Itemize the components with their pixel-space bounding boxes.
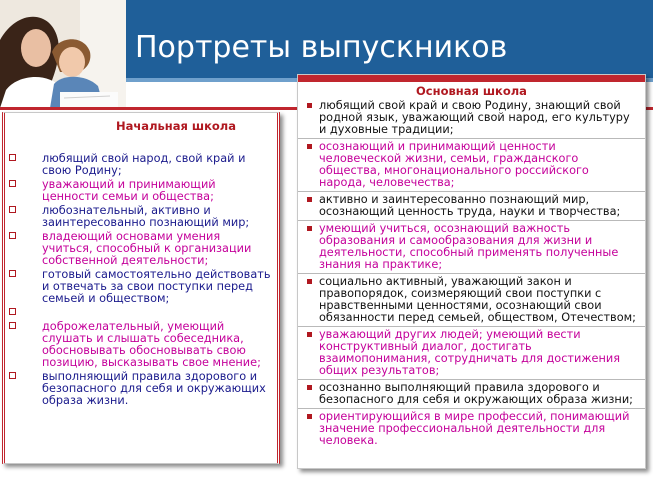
list-item-text: активно и заинтересованно познающий мир, осознающий ценность труда, науки и творчества; [319,193,621,218]
list-item [298,100,645,139]
list-item-text: доброжелательный, умеющий слушать и слышать собеседника, обосновывать обосновывать свою позицию, высказывать свое мнение; [42,320,261,369]
list-item [298,382,645,409]
square-bullet-icon [307,332,312,337]
list-item [5,205,277,229]
square-bullet-icon [307,226,312,231]
list-item [5,153,277,177]
page-title: Портреты выпускников [135,30,508,65]
list-item [5,179,277,203]
list-item [298,141,645,192]
hollow-square-bullet-icon [9,232,16,239]
list-item-text: любящий свой народ, свой край и свою Родину; [42,152,246,177]
hollow-square-bullet-icon [9,372,16,379]
primary-school-panel [2,112,280,464]
list-item-text: уважающий других людей; умеющий вести конструктивный диалог, достигать взаимопонимания, сотрудничать для достижения общих результатов; [319,328,620,377]
list-item [5,231,277,267]
list-item-text: осознающий и принимающий ценности человеческой жизни, семьи, гражданского общества, многонационального российского народа, человечества; [319,140,589,189]
square-bullet-icon [307,144,312,149]
hollow-square-bullet-icon [9,180,16,187]
basic-school-list [298,98,645,449]
list-item [5,269,277,305]
primary-school-heading: Начальная школа [116,119,236,133]
list-item-text: умеющий учиться, осознающий важность образования и самообразования для жизни и деятельности, способный применять полученные знания на практике; [319,222,619,271]
list-item [5,321,277,369]
list-item-text: ориентирующийся в мире профессий, понимающий значение профессиональной деятельности для человека. [319,410,630,447]
teacher-student-photo [0,0,126,108]
list-item [298,276,645,327]
square-bullet-icon [307,103,312,108]
teacher-student-image [0,0,126,108]
hollow-square-bullet-icon [9,270,16,277]
panel-top-band [298,75,645,82]
hollow-square-bullet-icon [9,322,16,329]
list-item [5,307,277,319]
list-item-text: любящий свой край и свою Родину, знающий свой родной язык, уважающий свой народ, его культуру и духовные традиции; [319,99,630,136]
primary-school-list [5,133,277,407]
list-item [298,194,645,221]
list-item-text: уважающий и принимающий ценности семьи и общества; [42,178,216,203]
basic-school-heading: Основная школа [416,84,527,98]
list-item-text: владеющий основами умения учиться, способный к организации собственной деятельности; [42,230,252,267]
list-item-text: социально активный, уважающий закон и правопорядок, соизмеряющий свои поступки с нравственными ценностями, осознающий свои обязанности перед семьей, обществом, Отечеством; [319,275,636,324]
list-item-text: любознательный, активно и заинтересованно познающий мир; [42,204,250,229]
list-item-text: выполняющий правила здорового и безопасного для себя и окружающих образа жизни. [42,370,266,407]
list-item-text: осознанно выполняющий правила здорового и безопасного для себя и окружающих образа жизни; [319,381,633,406]
square-bullet-icon [307,197,312,202]
list-item-text: готовый самостоятельно действовать и отвечать за свои поступки перед семьей и обществом; [42,268,271,305]
list-item [298,329,645,380]
list-item [298,223,645,274]
hollow-square-bullet-icon [9,206,16,213]
basic-school-panel [297,74,646,469]
list-item [5,371,277,407]
square-bullet-icon [307,279,312,284]
hollow-square-bullet-icon [9,154,16,161]
list-item [298,411,645,449]
square-bullet-icon [307,414,312,419]
square-bullet-icon [307,385,312,390]
hollow-square-bullet-icon [9,308,16,315]
